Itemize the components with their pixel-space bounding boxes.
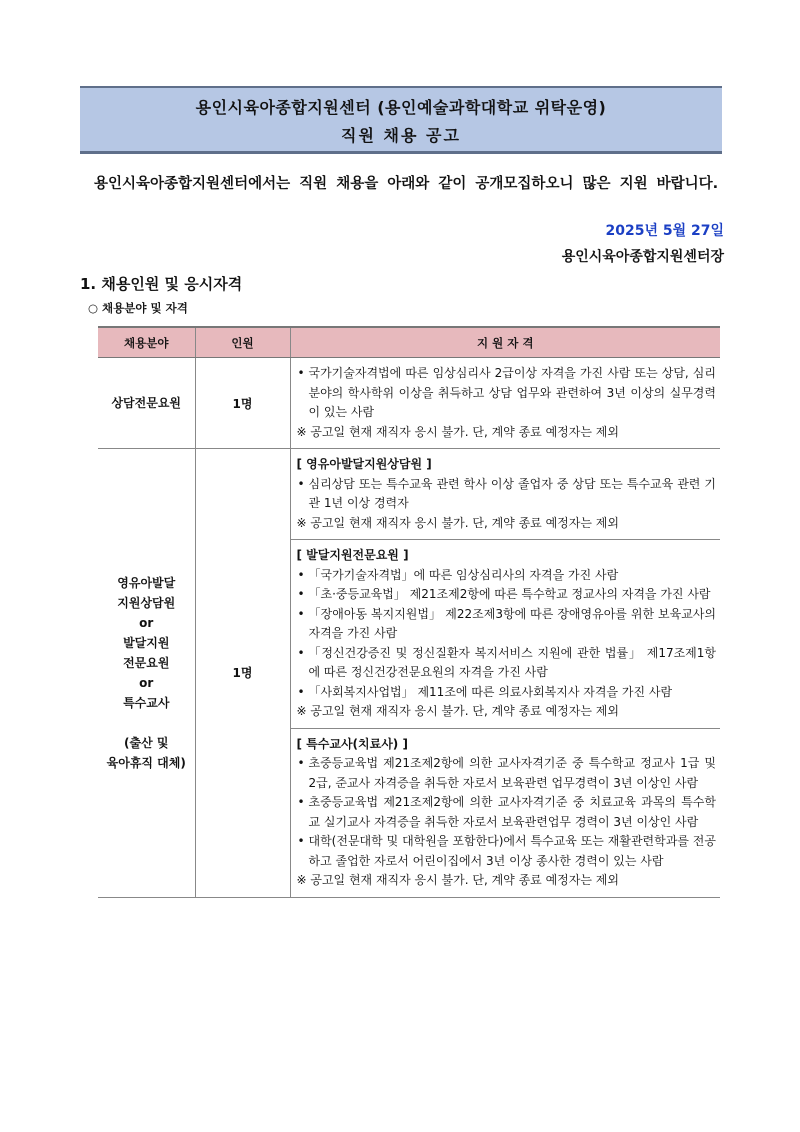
qualification-item: • 심리상담 또는 특수교육 관련 학사 이상 졸업자 중 상담 또는 특수교육 관련 기관 1년 이상 경력자 bbox=[297, 475, 717, 514]
qualification-item: • 초중등교육법 제21조제2항에 의한 교사자격기준 중 특수학교 정교사 1급 및 2급, 준교사 자격증을 취득한 자로서 보육관련 업무경력이 3년 이상인 사람 bbox=[297, 754, 717, 793]
cell-count: 1명 bbox=[195, 358, 290, 449]
intro-paragraph: 용인시육아종합지원센터에서는 직원 채용을 아래와 같이 공개모집하오니 많은 지원 바랍니다. bbox=[94, 176, 719, 192]
qualification-note: ※ 공고일 현재 재직자 응시 불가. 단, 계약 종료 예정자는 제외 bbox=[296, 704, 619, 718]
qualification-block bbox=[291, 539, 721, 728]
qualification-item: • 국가기술자격법에 따른 임상심리사 2급이상 자격을 가진 사람 또는 상담, 심리분야의 학사학위 이상을 취득하고 상담 업무와 관련하여 3년 이상의 실무경력이 있는 사람 bbox=[297, 364, 717, 423]
cell-qualification bbox=[290, 358, 720, 449]
table-row bbox=[98, 449, 720, 898]
cell-field bbox=[98, 358, 195, 449]
header-count: 인원 bbox=[195, 327, 290, 358]
field-line: 지원상담원 bbox=[117, 595, 176, 610]
header-field: 채용분야 bbox=[98, 327, 195, 358]
recruitment-table bbox=[98, 326, 720, 898]
table-header-row bbox=[98, 327, 720, 358]
qualification-item: • 대학(전문대학 및 대학원을 포함한다)에서 특수교육 또는 재활관련학과를 전공하고 졸업한 자로서 어린이집에서 3년 이상 종사한 경력이 있는 사람 bbox=[297, 832, 717, 871]
announcement-date: 2025년 5월 27일 bbox=[605, 223, 724, 239]
qualification-item: • 「장애아동 복지지원법」 제22조제3항에 따른 장애영유아를 위한 보육교사의 자격을 가진 사람 bbox=[297, 605, 717, 644]
field-line: or bbox=[139, 615, 154, 630]
cell-field bbox=[98, 449, 195, 898]
title-line-1: 용인시육아종합지원센터 (용인예술과학대학교 위탁운영) bbox=[195, 98, 607, 117]
field-line: 특수교사 bbox=[123, 695, 170, 710]
qualification-heading: [ 발달지원전문요원 ] bbox=[296, 548, 409, 562]
field-line bbox=[98, 713, 195, 733]
title-line-2: 직원 채용 공고 bbox=[341, 126, 461, 145]
field-line: (출산 및 bbox=[124, 735, 169, 750]
qualification-note: ※ 공고일 현재 재직자 응시 불가. 단, 계약 종료 예정자는 제외 bbox=[296, 515, 619, 530]
field-line: or bbox=[139, 675, 154, 690]
qualification-block bbox=[291, 449, 721, 539]
qualification-heading: [ 특수교사(치료사) ] bbox=[296, 736, 408, 751]
title-banner bbox=[80, 86, 722, 154]
field-line: 육아휴직 대체) bbox=[106, 755, 186, 770]
signer: 용인시육아종합지원센터장 bbox=[561, 249, 724, 265]
subsection-heading: ○ 채용분야 및 자격 bbox=[88, 301, 188, 315]
field-line: 영유아발달 bbox=[117, 575, 176, 590]
section-heading: 1. 채용인원 및 응시자격 bbox=[80, 275, 243, 293]
qualification-item: • 「초·중등교육법」 제21조제2항에 따른 특수학교 정교사의 자격을 가진 사람 bbox=[297, 585, 717, 605]
qualification-heading: [ 영유아발달지원상담원 ] bbox=[296, 457, 432, 471]
qualification-item: • 초중등교육법 제21조제2항에 의한 교사자격기준 중 치료교육 과목의 특수학교 실기교사 자격증을 취득한 자로서 보육관련업무 경력이 3년 이상인 사람 bbox=[297, 793, 717, 832]
field-line: 발달지원 bbox=[123, 635, 170, 650]
qualification-item: • 「국가기술자격법」에 따른 임상심리사의 자격을 가진 사람 bbox=[297, 566, 717, 586]
field-line: 상담전문요원 bbox=[111, 396, 182, 410]
cell-qualification bbox=[290, 449, 720, 898]
qualification-item: • 「사회복지사업법」 제11조에 따른 의료사회복지사 자격을 가진 사람 bbox=[297, 683, 717, 703]
field-line: 전문요원 bbox=[123, 655, 170, 670]
qualification-note: ※ 공고일 현재 재직자 응시 불가. 단, 계약 종료 예정자는 제외 bbox=[296, 424, 619, 439]
table-row bbox=[98, 358, 720, 449]
header-qualification: 지 원 자 격 bbox=[290, 327, 720, 358]
qualification-item: • 「정신건강증진 및 정신질환자 복지서비스 지원에 관한 법률」 제17조제1항에 따른 정신건강전문요원의 자격을 가진 사람 bbox=[297, 644, 717, 683]
qualification-block bbox=[291, 728, 721, 897]
qualification-block bbox=[291, 358, 721, 448]
qualification-note: ※ 공고일 현재 재직자 응시 불가. 단, 계약 종료 예정자는 제외 bbox=[296, 873, 619, 887]
cell-count: 1명 bbox=[195, 449, 290, 898]
